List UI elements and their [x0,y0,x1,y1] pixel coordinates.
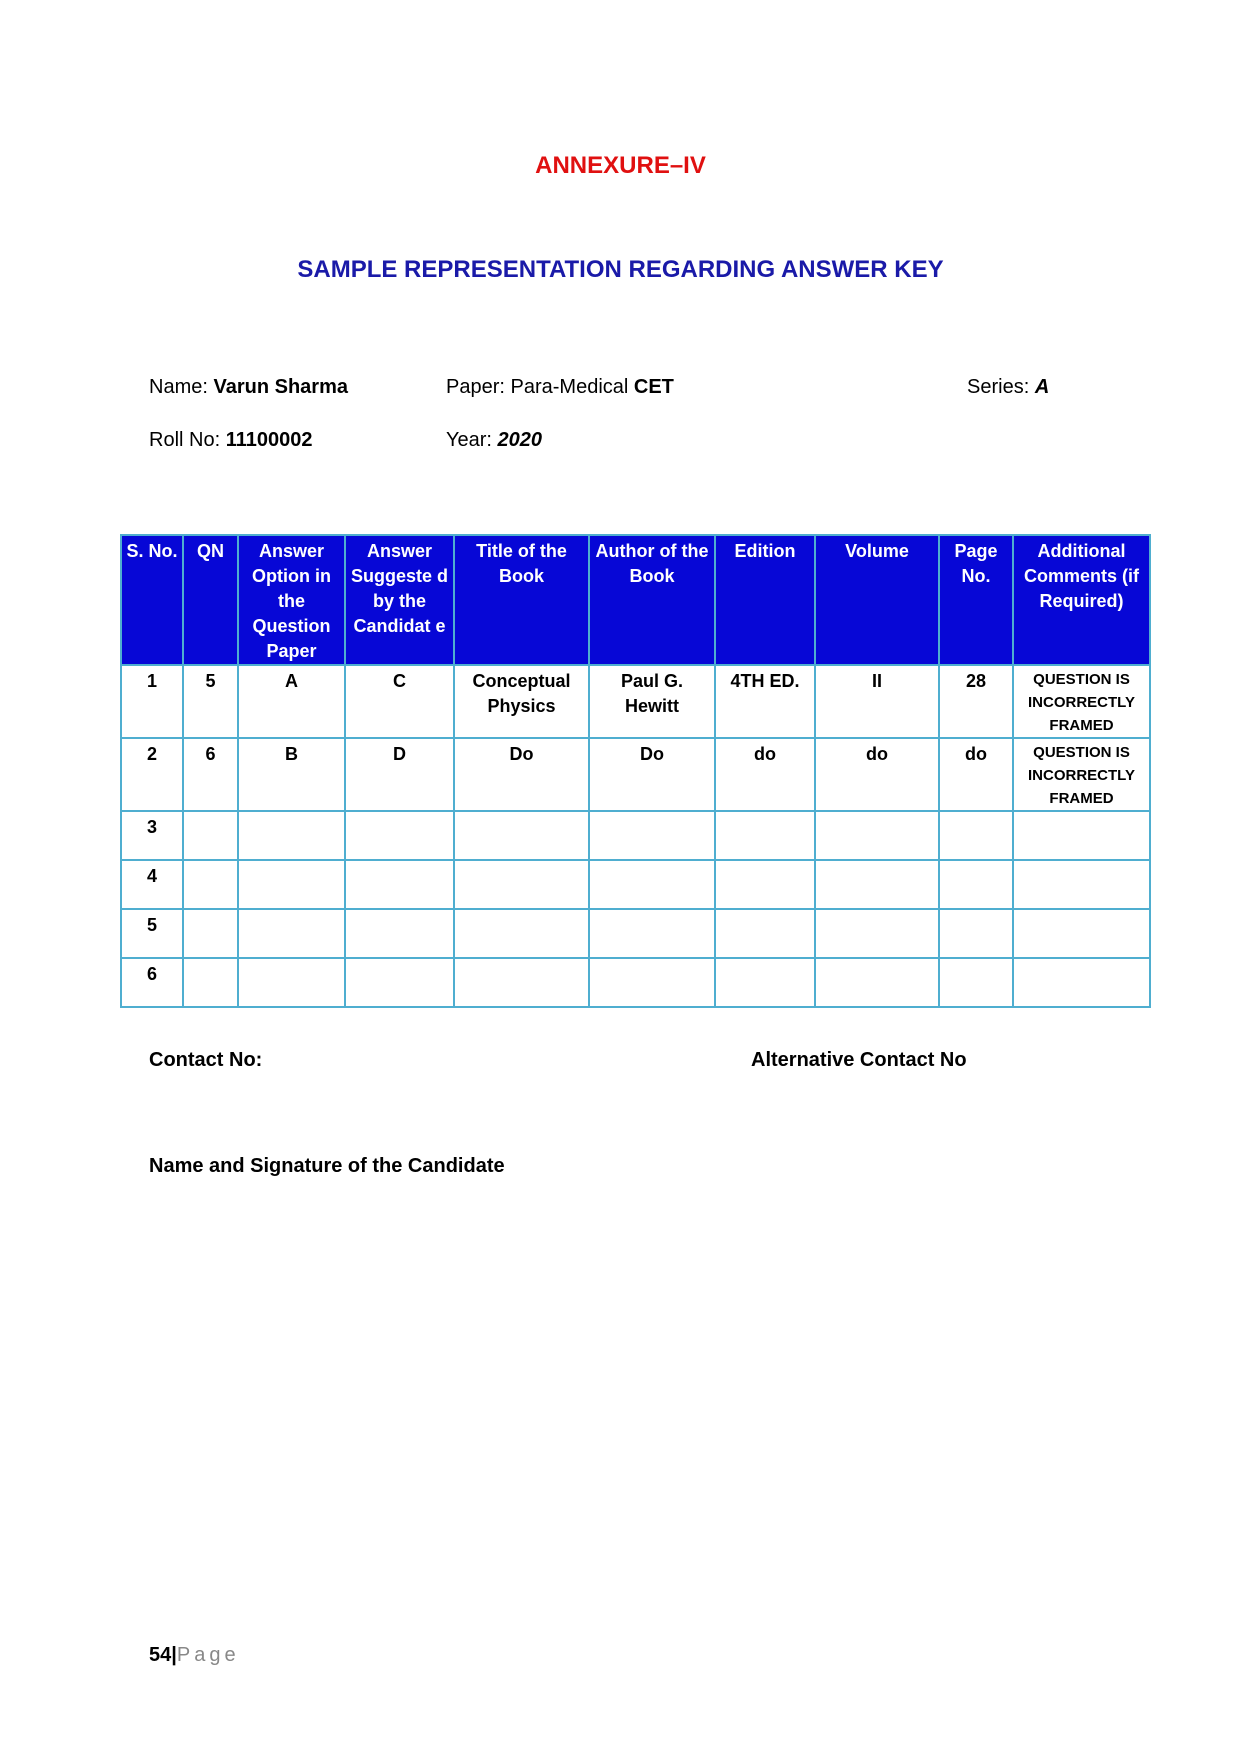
header-edition: Edition [715,535,815,665]
alternative-contact-label: Alternative Contact No [751,1049,967,1071]
cell-book-title [454,860,589,909]
annexure-heading: ANNEXURE–IV [535,152,706,179]
header-author: Author of the Book [589,535,715,665]
cell-book-title: Do [454,738,589,811]
cell-page-no [939,909,1013,958]
cell-page-no [939,958,1013,1007]
cell-comments [1013,860,1150,909]
cell-book-title [454,909,589,958]
header-comments: Additional Comments (if Required) [1013,535,1150,665]
cell-comments [1013,909,1150,958]
paper-label: Paper: [446,376,505,398]
series-field [967,376,1049,399]
cell-comments: QUESTION IS INCORRECTLY FRAMED [1013,738,1150,811]
header-s-no: S. No. [121,535,183,665]
answer-key-table [120,534,1151,1008]
cell-author: Paul G. Hewitt [589,665,715,738]
table-row [121,958,1150,1007]
header-answer-suggested: Answer Suggeste d by the Candidat e [345,535,454,665]
cell-page-no [939,811,1013,860]
cell-edition [715,811,815,860]
roll-number-field [149,429,312,452]
table-row [121,738,1150,811]
cell-comments [1013,958,1150,1007]
series-value: A [1034,376,1050,398]
cell-comments [1013,811,1150,860]
cell-edition: 4TH ED. [715,665,815,738]
cell-comments: QUESTION IS INCORRECTLY FRAMED [1013,665,1150,738]
cell-author [589,860,715,909]
cell-answer-option [238,860,345,909]
cell-answer-suggested [345,909,454,958]
cell-volume [815,860,939,909]
cell-edition [715,909,815,958]
candidate-name-field [149,376,348,399]
cell-volume [815,811,939,860]
cell-volume [815,958,939,1007]
header-page-no: Page No. [939,535,1013,665]
footer-separator: | [171,1644,177,1666]
cell-author [589,958,715,1007]
roll-label: Roll No: [149,429,221,451]
page-word: Page [176,1644,240,1666]
series-label: Series: [967,376,1030,398]
name-label: Name: [149,376,208,398]
cell-s-no: 6 [121,958,183,1007]
cell-s-no: 4 [121,860,183,909]
cell-answer-option [238,958,345,1007]
cell-page-no [939,860,1013,909]
table-row [121,665,1150,738]
roll-value: 11100002 [225,429,313,451]
cell-answer-option [238,811,345,860]
cell-qn [183,811,238,860]
cell-qn [183,909,238,958]
header-qn: QN [183,535,238,665]
paper-value-bold: CET [633,376,674,398]
cell-answer-option: B [238,738,345,811]
cell-answer-suggested [345,860,454,909]
year-value: 2020 [497,429,543,451]
cell-qn: 5 [183,665,238,738]
table-row [121,811,1150,860]
cell-answer-suggested [345,811,454,860]
table-header-row [121,535,1150,665]
cell-book-title: Conceptual Physics [454,665,589,738]
cell-volume: do [815,738,939,811]
cell-s-no: 5 [121,909,183,958]
cell-author [589,811,715,860]
year-field [446,429,542,452]
table-row [121,860,1150,909]
paper-value: Para-Medical [510,376,629,398]
cell-answer-option: A [238,665,345,738]
cell-answer-suggested [345,958,454,1007]
name-value: Varun Sharma [213,376,348,398]
cell-author: Do [589,738,715,811]
cell-qn [183,860,238,909]
cell-answer-suggested: D [345,738,454,811]
cell-qn [183,958,238,1007]
cell-answer-option [238,909,345,958]
cell-book-title [454,958,589,1007]
cell-edition: do [715,738,815,811]
paper-field [446,376,674,399]
cell-book-title [454,811,589,860]
cell-edition [715,958,815,1007]
header-answer-option: Answer Option in the Question Paper [238,535,345,665]
cell-s-no: 2 [121,738,183,811]
cell-s-no: 3 [121,811,183,860]
table-row [121,909,1150,958]
page-number: 54 [149,1644,172,1666]
cell-volume [815,909,939,958]
cell-s-no: 1 [121,665,183,738]
cell-edition [715,860,815,909]
cell-author [589,909,715,958]
cell-volume: II [815,665,939,738]
cell-page-no: do [939,738,1013,811]
page-footer [149,1644,240,1667]
cell-answer-suggested: C [345,665,454,738]
document-title: SAMPLE REPRESENTATION REGARDING ANSWER KEY [297,256,944,283]
cell-qn: 6 [183,738,238,811]
signature-label: Name and Signature of the Candidate [149,1155,505,1177]
header-volume: Volume [815,535,939,665]
contact-number-label: Contact No: [149,1049,263,1071]
header-book-title: Title of the Book [454,535,589,665]
year-label: Year: [446,429,492,451]
cell-page-no: 28 [939,665,1013,738]
